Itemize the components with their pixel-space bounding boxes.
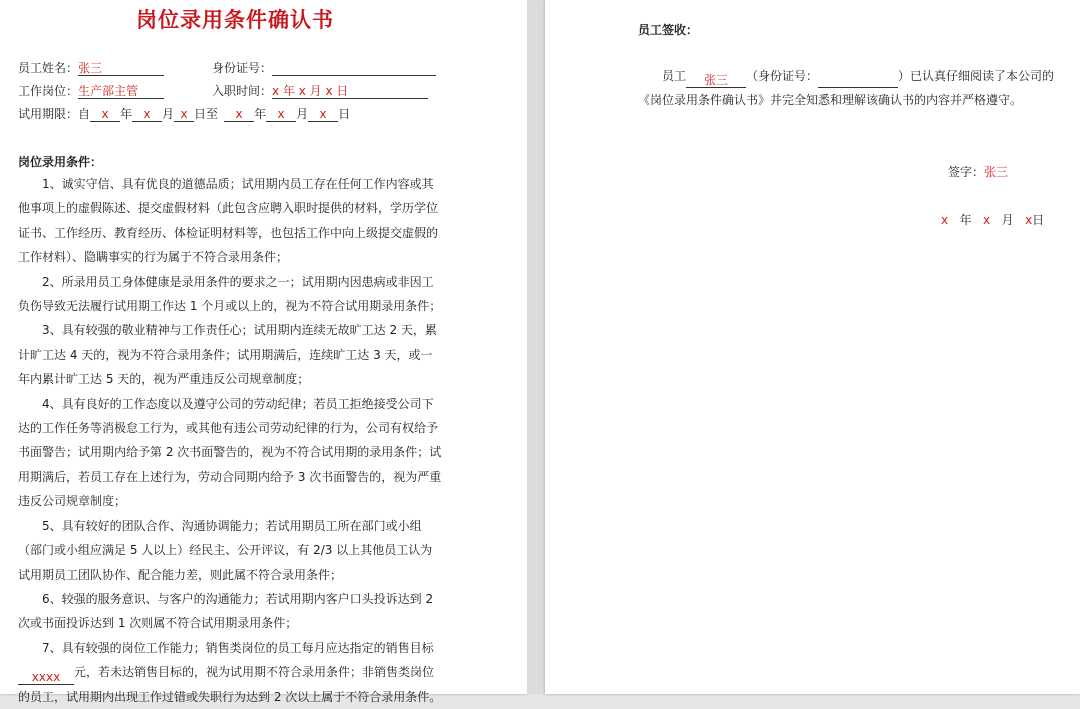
document-title: 岗位录用条件确认书 <box>136 7 334 32</box>
employee-name-label: 员工姓名： <box>18 61 79 75</box>
employee-name-row <box>18 60 164 76</box>
condition-item <box>18 318 442 391</box>
condition-text: 1、诚实守信、具有优良的道德品质；试用期内员工存在任何工作内容或其他事项上的虚假陈述、提交虚假材料（此包含应聘入职时提供的材料，学历学位证书、工作经历、教育经历、体检证明材料等，也包括工作中向上级提交虚假的工作材料）、隐瞒事实的行为属于不符合录用条件； <box>18 177 439 265</box>
page-gap <box>527 0 545 694</box>
position-row <box>18 83 164 99</box>
condition-text: 5、具有较好的团队合作、沟通协调能力；若试用期员工所在部门或小组（部门或小组应满足 5 人以上）经民主、公开评议，有 2/3 以上其他员工认为试用期员工团队协作、配合能力差，则此属不符合录用条件； <box>18 518 433 582</box>
condition-text: 2、所录用员工身体健康是录用条件的要求之一；试用期内因患病或非因工负伤导致无法履行试用期工作达 1 个月或以上的，视为不符合试用期录用条件； <box>18 274 442 314</box>
date-year-label: 年 <box>959 213 972 227</box>
condition-item <box>18 514 442 587</box>
signoff-id-label: （身份证号： <box>746 69 819 83</box>
condition-item <box>18 392 442 514</box>
probation-end-year: x <box>224 107 254 122</box>
entry-date-label: 入职时间： <box>212 84 273 98</box>
date-year-value: x <box>941 213 949 227</box>
probation-year-label: 年 <box>120 107 133 121</box>
id-number-row <box>212 60 436 76</box>
conditions-list <box>18 172 442 709</box>
date-day-value: x <box>1025 213 1033 227</box>
condition-item <box>18 587 442 636</box>
signoff-statement: ）已认真仔细阅读了本公司的《岗位录用条件确认书》并完全知悉和理解该确认书的内容并严格遵守。 <box>638 69 1055 107</box>
employee-name-value: 张三 <box>78 61 164 76</box>
id-number-label: 身份证号： <box>212 61 273 75</box>
signoff-heading: 员工签收： <box>638 23 699 37</box>
signoff-employee-name: 张三 <box>686 73 746 88</box>
condition-text: 元，若未达销售目标的，视为试用期不符合录用条件；非销售类岗位的员工，试用期内出现工作过错或失职行为达到 2 次以上属于不符合录用条件。 <box>18 665 442 704</box>
probation-start-month: x <box>132 107 162 122</box>
conditions-heading: 岗位录用条件： <box>18 155 103 169</box>
signature-date <box>941 211 1044 228</box>
condition-item <box>18 636 442 709</box>
date-month-value: x <box>983 213 991 227</box>
entry-date-value: x 年 x 月 x 日 <box>272 84 428 99</box>
probation-row <box>18 106 350 122</box>
probation-start-year: x <box>90 107 120 122</box>
employee-label: 员工 <box>662 69 687 83</box>
date-month-label: 月 <box>1001 213 1014 227</box>
probation-end-month: x <box>266 107 296 122</box>
probation-end-month-label: 月 <box>296 107 309 121</box>
condition-item <box>18 270 442 319</box>
document-page-right <box>545 0 1080 694</box>
probation-end-day-label: 日 <box>338 107 351 121</box>
probation-to-label: 日至 <box>194 107 219 121</box>
signature-label: 签字： <box>948 165 985 179</box>
id-number-blank <box>272 61 436 76</box>
signoff-paragraph <box>638 64 1063 112</box>
signoff-id-blank <box>818 73 898 88</box>
probation-end-year-label: 年 <box>254 107 267 121</box>
condition-text: 6、较强的服务意识、与客户的沟通能力；若试用期内客户口头投诉达到 2 次或书面投诉达到 1 次则属不符合试用期录用条件； <box>18 591 434 631</box>
condition-item <box>18 172 442 270</box>
date-day-label: 日 <box>1032 213 1045 227</box>
probation-start-day: x <box>174 107 194 122</box>
document-page-left <box>0 0 527 704</box>
condition-text: 7、具有较强的岗位工作能力；销售类岗位的员工每月应达指定的销售目标 <box>42 640 434 655</box>
condition-text: 4、具有良好的工作态度以及遵守公司的劳动纪律；若员工拒绝接受公司下达的工作任务等消极怠工行为，或其他有违公司劳动纪律的行为，公司有权给予书面警告；试用期内给予第 2 次书面警告的，视为不符合试用期的录用条件；试用期满后，若员工存在上述行为，劳动合同期内给予 3 次书面警告的，视为严重违反公司规章制度； <box>18 396 442 509</box>
sales-target-value: xxxx <box>18 670 74 685</box>
position-label: 工作岗位： <box>18 84 79 98</box>
entry-date-row <box>212 83 428 99</box>
probation-label: 试用期限：自 <box>18 107 91 121</box>
position-value: 生产部主管 <box>78 84 164 99</box>
signature-name: 张三 <box>984 165 1009 179</box>
probation-month-label: 月 <box>162 107 175 121</box>
condition-text: 3、具有较强的敬业精神与工作责任心；试用期内连续无故旷工达 2 天，累计旷工达 4 天的，视为不符合录用条件；试用期满后，连续旷工达 3 天，或一年内累计旷工达 5 天的，视为严重违反公司规章制度； <box>18 323 437 387</box>
probation-end-day: x <box>308 107 338 122</box>
signature-line <box>948 163 1008 180</box>
